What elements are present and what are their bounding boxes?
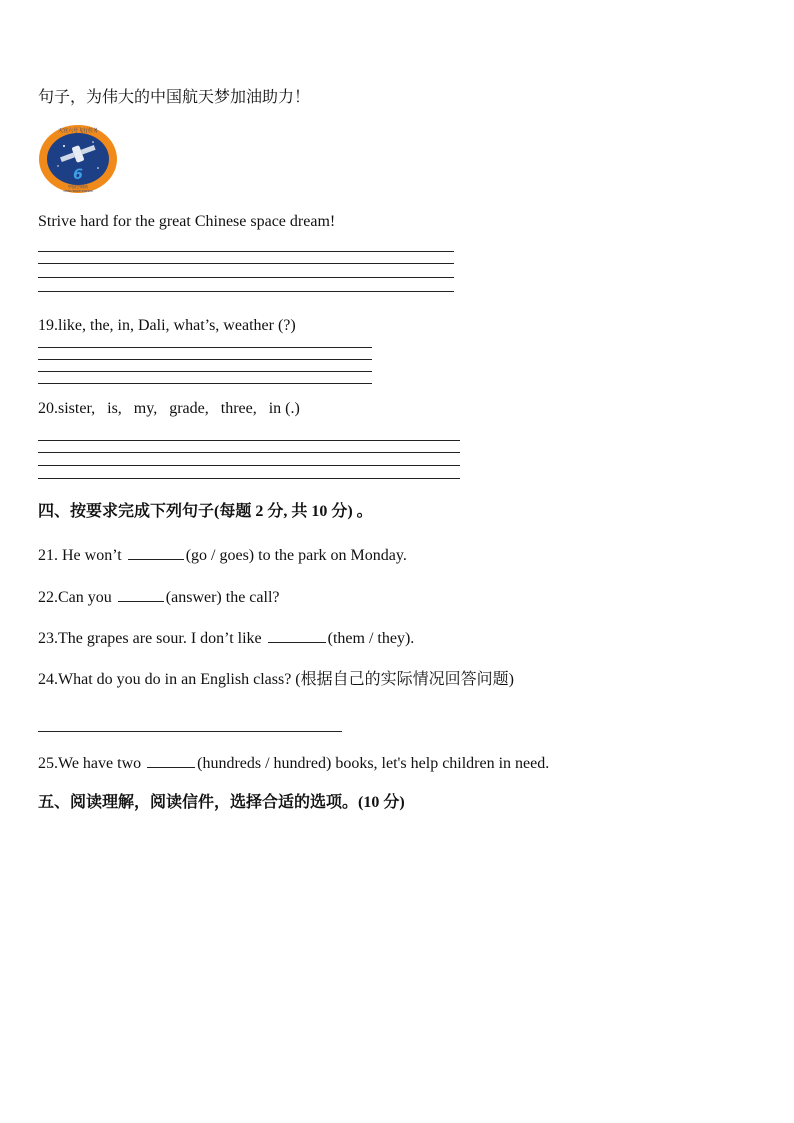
question-text: The grapes are sour. I don’t like xyxy=(58,630,266,647)
question-number: 23. xyxy=(38,630,58,647)
question-19 xyxy=(38,316,296,336)
question-25 xyxy=(38,753,549,774)
section-5-heading: 五、阅读理解，阅读信件，选择合适的选项。(10 分) xyxy=(38,794,405,811)
answer-line xyxy=(38,277,454,278)
answer-line xyxy=(38,371,372,372)
question-text: (hundreds / hundred) books, let's help children in need. xyxy=(197,755,550,772)
question-text: We have two xyxy=(58,755,146,772)
answer-line xyxy=(38,478,460,479)
badge-number: 6 xyxy=(73,167,83,183)
question-text: What do you do in an English class? (根据自己的实际情况回答问题) xyxy=(58,671,514,688)
question-words: like, the, in, Dali, what’s, weather (?) xyxy=(58,317,296,334)
question-number: 25. xyxy=(38,755,58,772)
question-text: (them / they). xyxy=(327,630,415,647)
intro-line: 句子，为伟大的中国航天梦加油助力！ xyxy=(38,89,311,106)
badge-sub-text: CHINA SPACE STATION xyxy=(63,190,93,193)
question-20 xyxy=(38,399,300,419)
slogan: Strive hard for the great Chinese space dream! xyxy=(38,213,336,230)
question-text: (answer) the call? xyxy=(165,589,280,606)
question-number: 21. xyxy=(38,547,58,564)
answer-line xyxy=(38,465,460,466)
fill-blank[interactable] xyxy=(268,628,326,643)
answer-line xyxy=(38,452,460,453)
question-number: 24. xyxy=(38,671,58,688)
question-24 xyxy=(38,670,514,690)
answer-line[interactable] xyxy=(38,731,342,732)
answer-line xyxy=(38,440,460,441)
answer-line xyxy=(38,291,454,292)
answer-line xyxy=(38,263,454,264)
mission-badge-image xyxy=(38,124,118,194)
answer-line xyxy=(38,251,454,252)
question-text: Can you xyxy=(58,589,116,606)
fill-blank[interactable] xyxy=(147,753,195,768)
question-text: He won’t xyxy=(58,547,126,564)
badge-bottom-text: 中国空间站 xyxy=(68,184,88,189)
badge-top-text: 天宫六号飞行任务 xyxy=(57,128,99,134)
question-words: sister, is, my, grade, three, in (.) xyxy=(58,400,300,417)
fill-blank[interactable] xyxy=(128,545,184,560)
question-23 xyxy=(38,628,414,649)
fill-blank[interactable] xyxy=(118,587,164,602)
question-number: 19. xyxy=(38,317,58,334)
question-number: 20. xyxy=(38,400,58,417)
question-21 xyxy=(38,545,407,566)
answer-line xyxy=(38,347,372,348)
question-number: 22. xyxy=(38,589,58,606)
answer-line xyxy=(38,383,372,384)
answer-line xyxy=(38,359,372,360)
question-text: (go / goes) to the park on Monday. xyxy=(185,547,407,564)
question-22 xyxy=(38,587,280,608)
section-4-heading: 四、按要求完成下列句子(每题 2 分, 共 10 分) 。 xyxy=(38,503,373,520)
